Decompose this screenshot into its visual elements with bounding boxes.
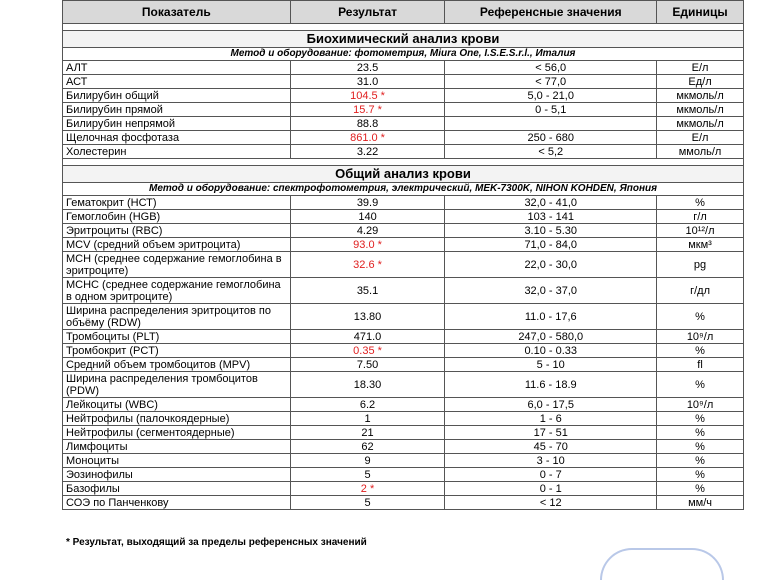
cbc-unit-cell: мкм³	[657, 238, 744, 252]
table-row	[63, 330, 744, 344]
table-row	[63, 344, 744, 358]
cbc-result-cell: 18.30	[290, 372, 445, 398]
table-row	[63, 252, 744, 278]
cbc-result-cell: 35.1	[290, 278, 445, 304]
cbc-indicator-cell: Нейтрофилы (палочкоядерные)	[63, 412, 291, 426]
biochem-unit-cell: Ед/л	[657, 75, 744, 89]
biochem-reference-cell: < 5,2	[445, 145, 657, 159]
header-units: Единицы	[657, 1, 744, 24]
header-indicator: Показатель	[63, 1, 291, 24]
biochem-reference-cell: < 77,0	[445, 75, 657, 89]
biochem-indicator-cell: Холестерин	[63, 145, 291, 159]
footnote: * Результат, выходящий за пределы референсных значений	[66, 537, 367, 548]
table-row	[63, 440, 744, 454]
biochem-unit-cell: ммоль/л	[657, 145, 744, 159]
table-row	[63, 210, 744, 224]
cbc-unit-cell: г/дл	[657, 278, 744, 304]
biochem-result-cell: 88.8	[290, 117, 445, 131]
cbc-reference-cell: 17 - 51	[445, 426, 657, 440]
biochem-result-cell: 31.0	[290, 75, 445, 89]
cbc-unit-cell: мм/ч	[657, 496, 744, 510]
cbc-unit-cell: %	[657, 304, 744, 330]
biochem-indicator-cell: Билирубин общий	[63, 89, 291, 103]
cbc-section-title-row	[63, 166, 744, 183]
biochem-result-cell: 104.5 *	[290, 89, 445, 103]
cbc-unit-cell: %	[657, 440, 744, 454]
cbc-indicator-cell: Ширина распределения эритроцитов по объёму (RDW)	[63, 304, 291, 330]
cbc-result-cell: 140	[290, 210, 445, 224]
cbc-reference-cell: 1 - 6	[445, 412, 657, 426]
table-row	[63, 358, 744, 372]
cbc-indicator-cell: Эозинофилы	[63, 468, 291, 482]
cbc-reference-cell: 11.0 - 17,6	[445, 304, 657, 330]
cbc-method-row	[63, 183, 744, 196]
cbc-reference-cell: 32,0 - 41,0	[445, 196, 657, 210]
cbc-reference-cell: 32,0 - 37,0	[445, 278, 657, 304]
table-row	[63, 412, 744, 426]
biochem-reference-cell	[445, 117, 657, 131]
cbc-indicator-cell: Гемоглобин (HGB)	[63, 210, 291, 224]
biochem-unit-cell: Е/л	[657, 61, 744, 75]
biochem-reference-cell: 0 - 5,1	[445, 103, 657, 117]
cbc-result-cell: 1	[290, 412, 445, 426]
cbc-reference-cell: 22,0 - 30,0	[445, 252, 657, 278]
cbc-reference-cell: 103 - 141	[445, 210, 657, 224]
biochem-unit-cell: мкмоль/л	[657, 89, 744, 103]
cbc-unit-cell: 10⁹/л	[657, 330, 744, 344]
biochem-unit-cell: Е/л	[657, 131, 744, 145]
cbc-result-cell: 21	[290, 426, 445, 440]
biochem-indicator-cell: Щелочная фосфотаза	[63, 131, 291, 145]
cbc-unit-cell: %	[657, 426, 744, 440]
biochem-indicator-cell: АЛТ	[63, 61, 291, 75]
cbc-result-cell: 4.29	[290, 224, 445, 238]
table-row	[63, 103, 744, 117]
biochem-rows	[63, 61, 744, 159]
cbc-result-cell: 5	[290, 468, 445, 482]
table-header-row	[63, 1, 744, 24]
cbc-indicator-cell: Тромбокрит (PCT)	[63, 344, 291, 358]
cbc-result-cell: 9	[290, 454, 445, 468]
cbc-result-cell: 39.9	[290, 196, 445, 210]
biochem-result-cell: 23.5	[290, 61, 445, 75]
cbc-reference-cell: 6,0 - 17,5	[445, 398, 657, 412]
cbc-reference-cell: < 12	[445, 496, 657, 510]
biochem-unit-cell: мкмоль/л	[657, 103, 744, 117]
cbc-unit-cell: 10⁹/л	[657, 398, 744, 412]
cbc-reference-cell: 5 - 10	[445, 358, 657, 372]
cbc-indicator-cell: MCV (средний объем эритроцита)	[63, 238, 291, 252]
biochem-result-cell: 3.22	[290, 145, 445, 159]
table-row	[63, 238, 744, 252]
header-reference: Референсные значения	[445, 1, 657, 24]
cbc-indicator-cell: Эритроциты (RBC)	[63, 224, 291, 238]
spacer-row	[63, 159, 744, 166]
biochem-indicator-cell: Билирубин непрямой	[63, 117, 291, 131]
cbc-reference-cell: 45 - 70	[445, 440, 657, 454]
cbc-indicator-cell: Тромбоциты (PLT)	[63, 330, 291, 344]
cbc-indicator-cell: Моноциты	[63, 454, 291, 468]
biochem-reference-cell: 250 - 680	[445, 131, 657, 145]
biochem-section-title-row	[63, 31, 744, 48]
cbc-result-cell: 32.6 *	[290, 252, 445, 278]
cbc-reference-cell: 0 - 7	[445, 468, 657, 482]
cbc-reference-cell: 247,0 - 580,0	[445, 330, 657, 344]
cbc-reference-cell: 71,0 - 84,0	[445, 238, 657, 252]
cbc-reference-cell: 3.10 - 5.30	[445, 224, 657, 238]
cbc-reference-cell: 0.10 - 0.33	[445, 344, 657, 358]
table-row	[63, 304, 744, 330]
cbc-indicator-cell: Лимфоциты	[63, 440, 291, 454]
cbc-result-cell: 5	[290, 496, 445, 510]
biochem-unit-cell: мкмоль/л	[657, 117, 744, 131]
cbc-unit-cell: fl	[657, 358, 744, 372]
spacer-row	[63, 24, 744, 31]
cbc-reference-cell: 11.6 - 18.9	[445, 372, 657, 398]
cbc-unit-cell: pg	[657, 252, 744, 278]
cbc-method: Метод и оборудование: спектрофотометрия, электрический, MEK-7300K, NIHON KOHDEN, Япония	[63, 183, 744, 196]
table-row	[63, 196, 744, 210]
cbc-indicator-cell: Лейкоциты (WBC)	[63, 398, 291, 412]
cbc-indicator-cell: МСН (среднее содержание гемоглобина в эритроците)	[63, 252, 291, 278]
cbc-unit-cell: %	[657, 468, 744, 482]
table-row	[63, 278, 744, 304]
cbc-indicator-cell: Ширина распределения тромбоцитов (PDW)	[63, 372, 291, 398]
biochem-result-cell: 15.7 *	[290, 103, 445, 117]
table-row	[63, 61, 744, 75]
table-row	[63, 117, 744, 131]
biochem-indicator-cell: АСТ	[63, 75, 291, 89]
biochem-method-row	[63, 48, 744, 61]
table-row	[63, 426, 744, 440]
cbc-unit-cell: %	[657, 454, 744, 468]
cbc-result-cell: 93.0 *	[290, 238, 445, 252]
cbc-unit-cell: %	[657, 196, 744, 210]
cbc-result-cell: 0.35 *	[290, 344, 445, 358]
table-row	[63, 454, 744, 468]
table-row	[63, 145, 744, 159]
table-row	[63, 468, 744, 482]
cbc-indicator-cell: Гематокрит (НСТ)	[63, 196, 291, 210]
cbc-unit-cell: 10¹²/л	[657, 224, 744, 238]
cbc-unit-cell: %	[657, 412, 744, 426]
cbc-result-cell: 7.50	[290, 358, 445, 372]
cbc-result-cell: 62	[290, 440, 445, 454]
lab-results-table	[62, 0, 744, 510]
table-row	[63, 224, 744, 238]
biochem-result-cell: 861.0 *	[290, 131, 445, 145]
table-row	[63, 482, 744, 496]
table-row	[63, 131, 744, 145]
cbc-indicator-cell: МСНС (среднее содержание гемоглобина в одном эритроците)	[63, 278, 291, 304]
cbc-rows	[63, 196, 744, 510]
cbc-unit-cell: г/л	[657, 210, 744, 224]
cbc-reference-cell: 3 - 10	[445, 454, 657, 468]
cbc-reference-cell: 0 - 1	[445, 482, 657, 496]
stamp-edge	[600, 548, 724, 580]
cbc-unit-cell: %	[657, 482, 744, 496]
table-row	[63, 496, 744, 510]
cbc-indicator-cell: Базофилы	[63, 482, 291, 496]
biochem-method: Метод и оборудование: фотометрия, Miura One, I.S.E.S.r.l., Италия	[63, 48, 744, 61]
cbc-result-cell: 471.0	[290, 330, 445, 344]
table-row	[63, 398, 744, 412]
biochem-indicator-cell: Билирубин прямой	[63, 103, 291, 117]
cbc-title: Общий анализ крови	[63, 166, 744, 183]
cbc-unit-cell: %	[657, 344, 744, 358]
cbc-result-cell: 6.2	[290, 398, 445, 412]
biochem-reference-cell: < 56,0	[445, 61, 657, 75]
cbc-unit-cell: %	[657, 372, 744, 398]
biochem-reference-cell: 5,0 - 21,0	[445, 89, 657, 103]
biochem-title: Биохимический анализ крови	[63, 31, 744, 48]
cbc-indicator-cell: Нейтрофилы (сегментоядерные)	[63, 426, 291, 440]
table-row	[63, 75, 744, 89]
cbc-indicator-cell: Средний объем тромбоцитов (MPV)	[63, 358, 291, 372]
header-result: Результат	[290, 1, 445, 24]
cbc-result-cell: 2 *	[290, 482, 445, 496]
table-row	[63, 89, 744, 103]
cbc-indicator-cell: СОЭ по Панченкову	[63, 496, 291, 510]
table-row	[63, 372, 744, 398]
cbc-result-cell: 13.80	[290, 304, 445, 330]
